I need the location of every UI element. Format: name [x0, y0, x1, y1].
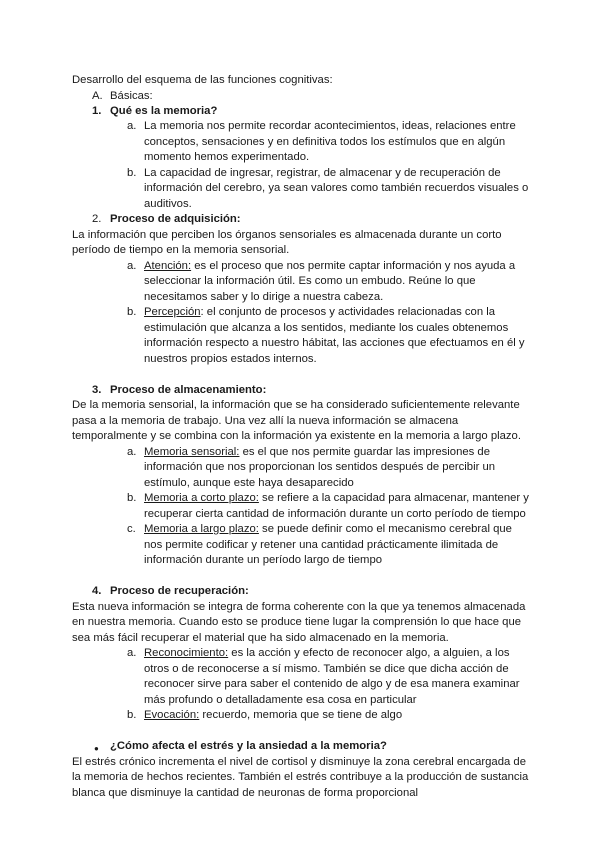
s4-para-line: sea más fácil recuperar el material que ha sido almacenado en la memoria. — [72, 632, 449, 644]
s2-b-line: información respecto a nuestro hábitat, las acciones que efectuamos en él y — [144, 337, 525, 349]
s4-a-marker: a. — [127, 647, 137, 659]
s2-number: 2. — [92, 213, 102, 225]
s5-para-line: la memoria de hechos recientes. También el estrés contribuye a la producción de sustancia — [72, 771, 529, 783]
s2-para-line: período de tiempo en la memoria sensorial. — [72, 244, 290, 256]
s3-number: 3. — [92, 384, 102, 396]
level-a-label: Básicas: — [110, 90, 153, 102]
s4-a-term: Reconocimiento: — [144, 647, 229, 659]
s1-title: Qué es la memoria? — [110, 105, 218, 117]
s1-b-line: información del cerebro, ya sean valores como también recuerdos visuales o — [144, 182, 529, 194]
s3-c-line: nos permite codificar y retener una cantidad prácticamente ilimitada de — [144, 539, 499, 551]
s2-b-text: : el conjunto de procesos y actividades relacionadas con la — [200, 306, 496, 318]
s3-a-first-line — [144, 445, 490, 461]
s5-para-line: El estrés crónico incrementa el nivel de cortisol y disminuye la zona cerebral encargada de — [72, 756, 526, 768]
s3-b-line: recuperar cierta cantidad de información durante un corto período de tiempo — [144, 508, 526, 520]
s2-para-line: La información que perciben los órganos sensoriales es almacenada durante un corto — [72, 229, 502, 241]
s1-b-line: La capacidad de ingresar, registrar, de almacenar y de recuperación de — [144, 167, 501, 179]
s1-number: 1. — [92, 105, 102, 117]
s2-b-marker: b. — [127, 306, 137, 318]
s5-para-line: blanca que disminuye la cantidad de neuronas de forma proporcional — [72, 787, 419, 799]
s2-a-line: seleccionar la información útil. Es como un embudo. Reúne lo que — [144, 275, 476, 287]
s1-a-marker: a. — [127, 120, 137, 132]
intro-line: Desarrollo del esquema de las funciones cognitivas: — [72, 74, 333, 86]
s3-para-line: temporalmente y se combina con la información ya existente en la memoria a largo plazo. — [72, 430, 521, 442]
s3-c-text: se puede definir como el mecanismo cerebral que — [258, 523, 512, 535]
s2-b-term: Percepción — [144, 306, 201, 318]
s4-title: Proceso de recuperación: — [110, 585, 249, 597]
s3-c-line: información durante un período largo de tiempo — [144, 554, 383, 566]
s4-number: 4. — [92, 585, 102, 597]
s2-a-line: necesitamos saber y lo dirige a nuestra cabeza. — [144, 291, 384, 303]
s3-b-marker: b. — [127, 492, 137, 504]
s4-para-line: Esta nueva información se integra de forma coherente con la que ya tenemos almacenada — [72, 601, 526, 613]
s1-a-line: conceptos, sensaciones y en definitiva todos los estímulos que en algún — [144, 136, 506, 148]
s4-b-first-line — [144, 708, 402, 724]
s4-b-marker: b. — [127, 709, 137, 721]
s3-para-line: De la memoria sensorial, la información que se ha considerado suficientemente relevante — [72, 399, 520, 411]
s3-c-term: Memoria a largo plazo: — [144, 523, 259, 535]
s2-b-line: nuestros propios estados internos. — [144, 353, 317, 365]
s1-b-line: auditivos. — [144, 198, 192, 210]
s2-a-text: es el proceso que nos permite captar información y nos ayuda a — [191, 260, 516, 272]
s3-a-line: estímulo, aunque este haya desaparecido — [144, 477, 354, 489]
s4-a-line: reconocer sirve para saber el contenido de algo y de esa manera examinar — [144, 678, 520, 690]
s1-a-line: La memoria nos permite recordar acontecimientos, ideas, relaciones entre — [144, 120, 516, 132]
s3-b-first-line — [144, 491, 529, 507]
s4-a-first-line — [144, 646, 510, 662]
s3-a-text: es el que nos permite guardar las impresiones de — [239, 446, 490, 458]
s3-title: Proceso de almacenamiento: — [110, 384, 267, 396]
s4-a-line: otros o de reconocerse a sí mismo. También se dice que dicha acción de — [144, 663, 509, 675]
s3-c-first-line — [144, 522, 512, 538]
s4-para-line: en nuestra memoria. Cuando esto se produce tiene lugar la comprensión lo que hace que — [72, 616, 522, 628]
s4-a-text: es la acción y efecto de reconocer algo, a alguien, a los — [228, 647, 510, 659]
s3-para-line: pasa a la memoria de trabajo. Una vez allí la nueva información se almacena — [72, 415, 459, 427]
s5-title: ¿Cómo afecta el estrés y la ansiedad a la memoria? — [110, 740, 387, 752]
s2-title: Proceso de adquisición: — [110, 213, 241, 225]
s2-a-term: Atención: — [144, 260, 192, 272]
s3-b-text: se refiere a la capacidad para almacenar, mantener y — [258, 492, 529, 504]
s1-b-marker: b. — [127, 167, 137, 179]
s4-b-text: recuerdo, memoria que se tiene de algo — [199, 709, 403, 721]
s2-a-marker: a. — [127, 260, 137, 272]
s3-b-term: Memoria a corto plazo: — [144, 492, 259, 504]
s4-b-term: Evocación: — [144, 709, 200, 721]
s4-a-line: más profundo o detalladamente esa cosa en particular — [144, 694, 417, 706]
s3-a-marker: a. — [127, 446, 137, 458]
s1-a-line: momento hemos experimentado. — [144, 151, 310, 163]
bullet-icon: ● — [94, 744, 99, 753]
s3-a-line: información que nos proporcionan los sentidos después de percibir un — [144, 461, 496, 473]
s2-b-first-line — [144, 305, 495, 321]
s2-a-first-line — [144, 259, 515, 275]
s2-b-line: estimulación que alcanza a los sentidos, mediante los cuales obtenemos — [144, 322, 509, 334]
s3-c-marker: c. — [127, 523, 136, 535]
s3-a-term: Memoria sensorial: — [144, 446, 240, 458]
level-a-marker: A. — [92, 90, 103, 102]
